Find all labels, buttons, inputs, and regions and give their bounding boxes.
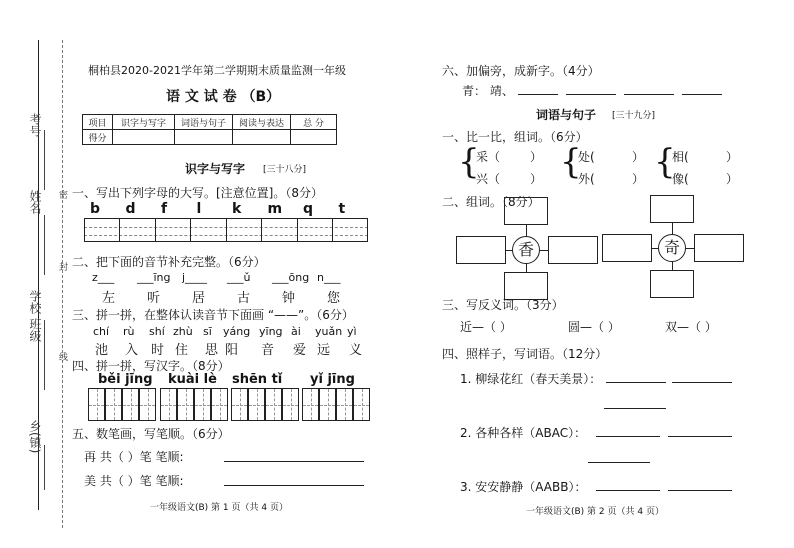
tianzige-box[interactable]: [265, 388, 282, 421]
margin-label-xiangzhen: 乡(镇): [28, 420, 42, 454]
letter-q: q: [303, 201, 314, 217]
char-item: 住: [175, 343, 189, 358]
tianzige-box[interactable]: [211, 388, 228, 421]
stroke-order-blank-2[interactable]: [224, 485, 364, 486]
char-item: 您: [327, 291, 341, 306]
compare-paren: ）: [632, 150, 645, 164]
antonym-item-1[interactable]: 近—（ ）: [460, 320, 512, 334]
syllable-row: [92, 271, 372, 285]
margin-mark-xian: 线: [57, 352, 67, 361]
tianzige-box[interactable]: [302, 388, 319, 421]
char-item: 入: [125, 343, 139, 358]
pinyin-row-4: [88, 372, 374, 388]
margin-label-school-class: 学校 班级: [28, 290, 42, 342]
stroke-row-2: 美 共（ ）笔 笔顺:: [84, 474, 184, 488]
word-box-left[interactable]: [602, 234, 652, 262]
word-box-left[interactable]: [456, 236, 506, 264]
pinyin-row-3: [93, 325, 363, 339]
compare-char: 像(: [672, 172, 689, 186]
word-box-top[interactable]: [504, 197, 548, 225]
score-table: [82, 114, 337, 145]
imitation-item-1: 1. 柳绿花红（春天美景）：: [460, 372, 602, 386]
pinyin-item: yīng: [259, 325, 283, 338]
imitation-blank[interactable]: [668, 490, 732, 491]
tianzige-box[interactable]: [105, 388, 122, 421]
tianzige-box[interactable]: [319, 388, 336, 421]
section-title-shizi: 识字与写字: [185, 162, 246, 176]
imitation-item-2: 2. 各种各样（ABAC）：: [460, 426, 587, 440]
score-input-cell[interactable]: [233, 130, 291, 145]
antonym-item-2[interactable]: 圆—（ ）: [568, 320, 620, 334]
syllable-blank: ___īng: [137, 271, 171, 284]
score-cell: 得分: [83, 130, 113, 145]
syllable-blank: n___: [317, 271, 341, 284]
char-item: 钟: [282, 291, 296, 306]
imitation-item-3: 3. 安安静静（AABB）：: [460, 480, 587, 494]
tianzige-box[interactable]: [194, 388, 211, 421]
question-1-text: 一、写出下列字母的大写。[注意位置]。（8分）: [72, 186, 323, 200]
char-item: 义: [349, 343, 363, 358]
blank-xingming: [44, 215, 45, 275]
char-row-3: [93, 339, 363, 358]
word-box-right[interactable]: [694, 234, 744, 262]
brace-icon: {: [654, 142, 676, 182]
pinyin-item: shí: [149, 325, 165, 338]
tianzige-box[interactable]: [160, 388, 177, 421]
pinyin-item: yì: [347, 325, 357, 338]
pinyin-group: yǐ jīng: [310, 372, 355, 387]
exam-title: 桐柏县2020-2021学年第二学期期末质量监测一年级: [88, 64, 346, 77]
radical-blank[interactable]: [566, 94, 616, 95]
char-row-2: [100, 287, 370, 306]
brace-icon: {: [560, 142, 582, 182]
right-question-2-text: 二、组词。（8分）: [442, 195, 540, 209]
compare-paren: ）: [530, 172, 543, 186]
char-item: 阳: [225, 343, 239, 358]
pinyin-item: chí: [93, 325, 110, 338]
char-item: 音: [261, 343, 275, 358]
syllable-blank: ___ǔ: [227, 271, 251, 284]
char-item: 思: [205, 343, 219, 358]
blank-school: [44, 320, 45, 390]
pinyin-group: shēn tǐ: [232, 372, 283, 387]
letter-d: d: [125, 201, 136, 217]
section-bracket-shizi: [三十八分]: [263, 165, 307, 175]
char-item: 池: [95, 343, 109, 358]
right-question-1-text: 一、比一比，组词。（6分）: [442, 130, 588, 144]
tianzige-box[interactable]: [88, 388, 105, 421]
tianzige-box[interactable]: [353, 388, 370, 421]
letter-k: k: [232, 201, 242, 217]
section-bracket-ciyu: [三十九分]: [612, 111, 656, 121]
question-6-line: 青： 靖、: [462, 84, 514, 98]
score-table-header-row: [83, 115, 337, 130]
syllable-blank: z___: [92, 271, 115, 284]
pinyin-item: zhù: [173, 325, 193, 338]
imitation-blank[interactable]: [596, 436, 660, 437]
question-6-text: 六、加偏旁，成新字。（4分）: [442, 64, 600, 78]
imitation-blank[interactable]: [668, 436, 732, 437]
imitation-blank[interactable]: [596, 490, 660, 491]
pinyin-item: rù: [123, 325, 135, 338]
pinyin-group: běi jīng: [98, 372, 153, 387]
tianzige-box[interactable]: [139, 388, 156, 421]
syllable-blank: ___ōng: [272, 271, 310, 284]
syllable-blank: j____: [182, 271, 208, 284]
word-box-bottom[interactable]: [650, 270, 694, 298]
letter-l: l: [196, 201, 202, 217]
compare-char: 兴（: [476, 172, 501, 186]
score-cell: 识字与写字: [113, 115, 175, 130]
imitation-blank[interactable]: [606, 382, 666, 383]
score-table-score-row: [83, 130, 337, 145]
brace-icon: {: [458, 142, 480, 182]
score-cell: 项目: [83, 115, 113, 130]
imitation-blank[interactable]: [588, 462, 650, 463]
char-item: 听: [147, 291, 161, 306]
footer-page-2: 一年级语文(B) 第 2 页（共 4 页）: [526, 507, 664, 517]
compare-paren: ）: [632, 172, 645, 186]
compare-char: 外(: [578, 172, 595, 186]
radical-blank[interactable]: [624, 94, 674, 95]
four-line-grid[interactable]: [84, 218, 368, 242]
section-title-ciyu: 词语与句子: [536, 108, 597, 122]
word-box-top[interactable]: [650, 195, 694, 223]
score-cell: 词语与句子: [175, 115, 233, 130]
question-4-text: 四、拼一拼，写汉字。（8分）: [72, 359, 230, 373]
footer-page-1: 一年级语文(B) 第 1 页（共 4 页）: [150, 503, 288, 513]
radical-blank[interactable]: [682, 94, 722, 95]
compare-paren: ）: [726, 172, 739, 186]
pinyin-item: yáng: [223, 325, 251, 338]
char-item: 时: [151, 343, 165, 358]
tianzige-box[interactable]: [177, 388, 194, 421]
exam-subtitle: 语 文 试 卷 （B）: [166, 89, 281, 105]
pinyin-group: kuài lè: [168, 372, 217, 387]
right-question-4-text: 四、照样子，写词语。（12分）: [442, 347, 608, 361]
score-input-cell[interactable]: [113, 130, 175, 145]
margin-mark-mi: 密: [57, 190, 67, 199]
blank-xiangzhen: [44, 445, 45, 490]
right-question-3-text: 三、写反义词。（3分）: [442, 298, 564, 312]
compare-char: 采（: [476, 150, 501, 164]
compare-char: 相(: [672, 150, 689, 164]
tianzige-box[interactable]: [231, 388, 248, 421]
letter-b: b: [90, 201, 101, 217]
imitation-blank[interactable]: [672, 382, 732, 383]
char-item: 远: [317, 343, 331, 358]
imitation-blank[interactable]: [604, 408, 666, 409]
radical-blank[interactable]: [518, 94, 558, 95]
stroke-order-blank-1[interactable]: [224, 461, 364, 462]
seal-line: [62, 40, 63, 528]
question-2-text: 二、把下面的音节补充完整。（6分）: [72, 255, 266, 269]
letter-t: t: [338, 201, 346, 217]
center-char-circle: 奇: [658, 234, 686, 262]
question-3-text: 三、拼一拼，在整体认读音节下面画 “——”。（6分）: [72, 308, 354, 322]
margin-mark-feng: 封: [57, 262, 67, 271]
score-cell: 阅读与表达: [233, 115, 291, 130]
score-input-cell[interactable]: [175, 130, 233, 145]
word-box-right[interactable]: [548, 236, 598, 264]
pinyin-item: yuǎn: [315, 325, 343, 338]
pinyin-item: ài: [291, 325, 301, 338]
char-item: 爱: [293, 343, 307, 358]
letter-row: [86, 203, 364, 217]
tianzige-box[interactable]: [122, 388, 139, 421]
tianzige-box[interactable]: [282, 388, 299, 421]
pinyin-item: sī: [203, 325, 212, 338]
antonym-item-3[interactable]: 双—（ ）: [665, 320, 717, 334]
center-char-circle: 香: [512, 236, 540, 264]
compare-paren: ）: [530, 150, 543, 164]
stroke-row-1: 再 共（ ）笔 笔顺:: [84, 450, 184, 464]
margin-label-kaohao: 考号: [28, 113, 42, 137]
char-item: 居: [192, 291, 206, 306]
score-input-cell[interactable]: [291, 130, 337, 145]
compare-char: 处(: [578, 150, 595, 164]
letter-m: m: [267, 201, 283, 217]
tianzige-box[interactable]: [336, 388, 353, 421]
char-item: 古: [237, 291, 251, 306]
char-item: 左: [102, 291, 116, 306]
letter-f: f: [161, 201, 168, 217]
blank-kaohao: [44, 130, 45, 190]
margin-label-xingming: 姓名: [28, 190, 42, 214]
compare-paren: ）: [726, 150, 739, 164]
tianzige-box[interactable]: [248, 388, 265, 421]
question-5-text: 五、数笔画，写笔顺。（6分）: [72, 427, 230, 441]
score-cell: 总 分: [291, 115, 337, 130]
